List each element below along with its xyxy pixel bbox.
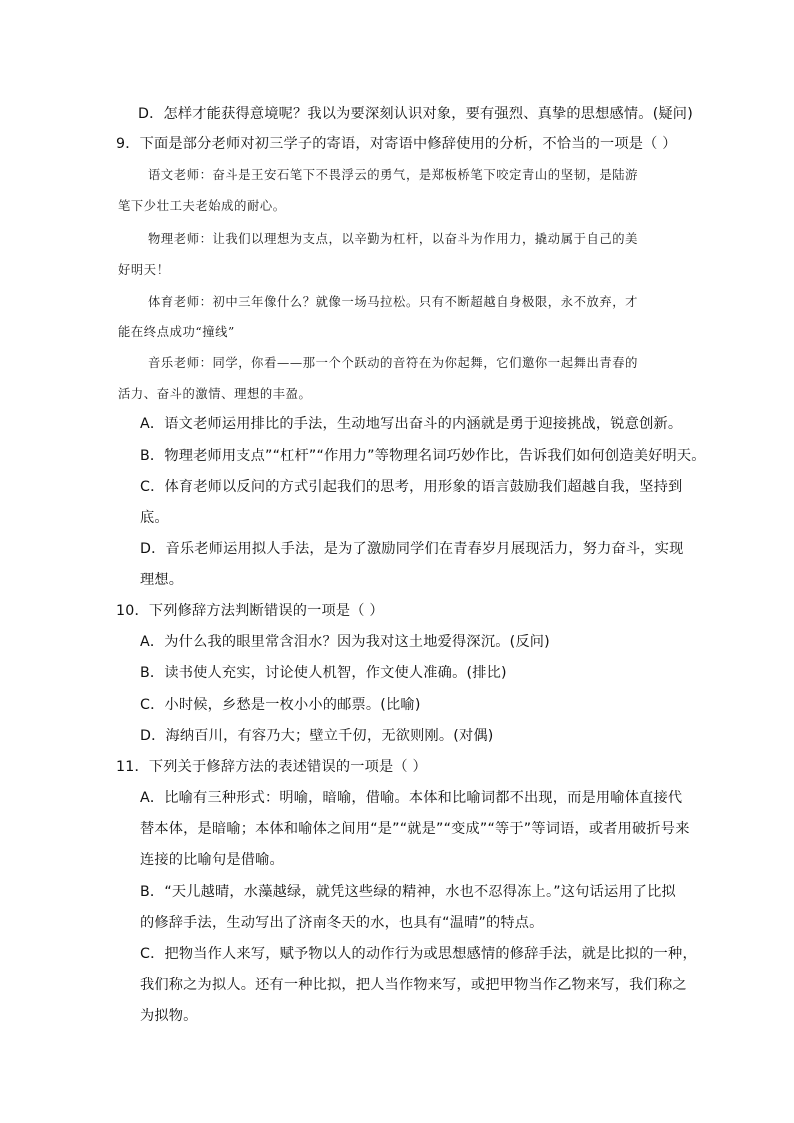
q11-option-c-line1: C．把物当作人来写，赋予物以人的动作行为或思想感情的修辞手法，就是比拟的一种， <box>140 946 697 962</box>
q9-stem: 9．下面是部分老师对初三学子的寄语，对寄语中修辞使用的分析，不恰当的一项是（ ） <box>116 136 677 152</box>
q9-quote-chinese-line1: 语文老师：奋斗是王安石笔下不畏浮云的勇气，是郑板桥笔下咬定青山的坚韧，是陆游 <box>148 168 639 182</box>
q9-quote-music-line1: 音乐老师：同学，你看——那一个个跃动的音符在为你起舞，它们邀你一起舞出青春的 <box>148 356 639 370</box>
q11-option-b-line2: 的修辞手法，生动写出了济南冬天的水，也具有“温晴”的特点。 <box>140 915 544 931</box>
q11-option-a-line3: 连接的比喻句是借喻。 <box>140 852 284 868</box>
q11-option-c-line3: 为拟物。 <box>140 1008 198 1024</box>
q10-option-a: A．为什么我的眼里常含泪水？因为我对这土地爱得深沉。(反问) <box>140 634 550 650</box>
q9-quote-physics-line1: 物理老师：让我们以理想为支点，以辛勤为杠杆，以奋斗为作用力，撬动属于自己的美 <box>148 232 639 246</box>
q9-option-c-line2: 底。 <box>140 510 169 526</box>
q10-stem: 10．下列修辞方法判断错误的一项是（ ） <box>116 603 384 619</box>
q11-option-a-line1: A．比喻有三种形式：明喻，暗喻，借喻。本体和比喻词都不出现，而是用喻体直接代 <box>140 790 683 806</box>
q11-option-b-line1: B．“天儿越晴，水藻越绿，就凭这些绿的精神，水也不忍得冻上。”这句话运用了比拟 <box>140 884 676 900</box>
q9-quote-chinese-line2: 笔下少壮工夫老始成的耐心。 <box>118 199 286 213</box>
q9-option-d-line1: D．音乐老师运用拟人手法，是为了激励同学们在青春岁月展现活力，努力奋斗，实现 <box>140 541 684 557</box>
q11-stem: 11．下列关于修辞方法的表述错误的一项是（ ） <box>116 759 427 775</box>
q10-option-b: B．读书使人充实，讨论使人机智，作文使人准确。(排比) <box>140 665 507 681</box>
q9-option-a: A．语文老师运用排比的手法，生动地写出奋斗的内涵就是勇于迎接挑战，锐意创新。 <box>140 416 683 432</box>
q9-quote-pe-line1: 体育老师：初中三年像什么？就像一场马拉松。只有不断超越自身极限，永不放弃，才 <box>148 295 639 309</box>
q9-quote-pe-line2: 能在终点成功“撞线” <box>118 325 235 339</box>
q8-option-d: D．怎样才能获得意境呢？我以为要深刻认识对象，要有强烈、真挚的思想感情。(疑问) <box>138 106 693 122</box>
q9-quote-music-line2: 活力、奋斗的激情、理想的丰盈。 <box>118 387 312 401</box>
q9-option-c-line1: C．体育老师以反问的方式引起我们的思考，用形象的语言鼓励我们超越自我，坚持到 <box>140 479 683 495</box>
q11-option-a-line2: 替本体，是暗喻；本体和喻体之间用“是”“就是”“变成”“等于”等词语，或者用破折号来 <box>140 821 690 837</box>
q9-option-b: B．物理老师用支点”“杠杆”“作用力”等物理名词巧妙作比，告诉我们如何创造美好明天。 <box>140 448 706 464</box>
q9-quote-physics-line2: 好明天！ <box>118 263 170 277</box>
q10-option-c: C．小时候，乡愁是一枚小小的邮票。(比喻) <box>140 697 421 713</box>
q10-option-d: D．海纳百川，有容乃大；壁立千仞，无欲则刚。(对偶) <box>140 728 494 744</box>
q9-option-d-line2: 理想。 <box>140 572 184 588</box>
q11-option-c-line2: 我们称之为拟人。还有一种比拟，把人当作物来写，或把甲物当作乙物来写，我们称之 <box>140 977 687 993</box>
